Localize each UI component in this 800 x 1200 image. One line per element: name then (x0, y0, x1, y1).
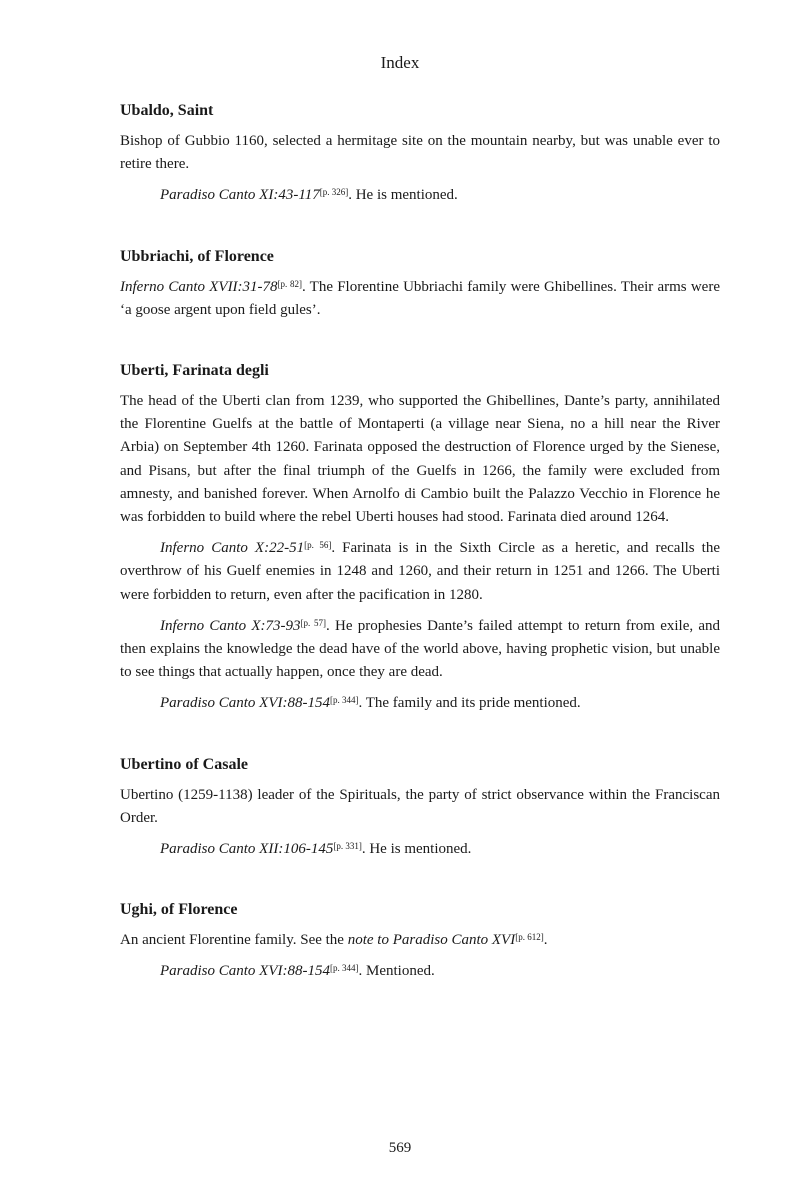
page-reference[interactable]: [p. 56] (304, 540, 332, 551)
body-text: Bishop of Gubbio 1160, selected a hermitage site on the mountain nearby, but was unable ever to retire there. (120, 133, 720, 173)
index-entry (120, 360, 720, 716)
entry-title: Ughi, of Florence (120, 901, 238, 919)
body-text: Ubertino (1259-1138) leader of the Spirituals, the party of strict observance within the Franciscan Order. (120, 786, 720, 826)
body-text: . (543, 932, 548, 949)
canto-citation-link[interactable]: Inferno Canto X:73-93 (160, 617, 301, 634)
entry-description (120, 390, 720, 529)
entry-title: Ubaldo, Saint (120, 102, 214, 119)
canto-reference-paragraph (120, 184, 720, 207)
body-text: . He prophesies Dante’s failed attempt to return from exile, and then explains the knowledge the dead have of the world above, having prophetic vision, but unable to see things that actually happen, once they are dead. (120, 617, 721, 681)
entry-title: Ubertino of Casale (120, 755, 248, 773)
body-text: . He is mentioned. (348, 187, 458, 204)
canto-reference-paragraph (120, 615, 720, 685)
body-text: . Farinata is in the Sixth Circle as a heretic, and recalls the overthrow of his Guelf enemies in 1248 and 1260, and their return in 1251 and 1266. The Uberti were forbidden to return, even after the pacification in 1280. (120, 540, 720, 603)
index-entries (120, 100, 720, 1022)
page-reference[interactable]: [p. 57] (300, 617, 326, 628)
entry-title: Ubbriachi, of Florence (120, 247, 274, 265)
index-entry (120, 899, 720, 983)
body-text: . Mentioned. (358, 963, 435, 980)
entry-description (120, 130, 720, 176)
canto-reference-paragraph (120, 537, 720, 607)
entry-description (120, 276, 720, 322)
canto-citation-link[interactable]: note to Paradiso Canto XVI (347, 932, 516, 949)
page-reference[interactable]: [p. 344] (330, 963, 359, 974)
entry-description (120, 784, 720, 830)
body-text: . The family and its pride mentioned. (358, 695, 581, 712)
body-text: . He is mentioned. (361, 841, 472, 858)
page-number: 569 (388, 1140, 412, 1156)
canto-reference-paragraph (120, 838, 720, 861)
index-entry (120, 100, 720, 208)
canto-citation-link[interactable]: Inferno Canto XVII:31-78 (120, 278, 278, 295)
canto-citation-link[interactable]: Paradiso Canto XVI:88-154 (160, 695, 330, 712)
index-entry (120, 754, 720, 862)
canto-reference-paragraph (120, 960, 720, 983)
entry-description (120, 929, 720, 952)
body-text: . The Florentine Ubbriachi family were Ghibellines. Their arms were ‘a goose argent upon field gules’. (120, 278, 720, 318)
canto-citation-link[interactable]: Inferno Canto X:22-51 (160, 540, 305, 557)
page-reference[interactable]: [p. 331] (333, 841, 362, 852)
page-reference[interactable]: [p. 612] (515, 932, 544, 943)
canto-citation-link[interactable]: Paradiso Canto XII:106-145 (160, 841, 334, 858)
index-entry (120, 246, 720, 322)
page-reference[interactable]: [p. 82] (277, 278, 302, 289)
running-head: Index (380, 53, 420, 72)
page-reference[interactable]: [p. 344] (330, 695, 359, 706)
canto-reference-paragraph (120, 692, 720, 715)
page-reference[interactable]: [p. 326] (319, 187, 349, 198)
canto-citation-link[interactable]: Paradiso Canto XVI:88-154 (160, 963, 330, 980)
body-text: An ancient Florentine family. See the (120, 932, 348, 949)
canto-citation-link[interactable]: Paradiso Canto XI:43-117 (160, 187, 320, 204)
body-text: The head of the Uberti clan from 1239, who supported the Ghibellines, Dante’s party, annihilated the Florentine Guelfs at the battle of Montaperti (a village near Siena, no a hill near the River Arbia) on September 4th 1260. Farinata opposed the destruction of Florence urged by the Sienese, and Pisans, but after the final triumph of the Guelfs in 1266, the family were excluded from amnesty, and banished forever. When Arnolfo di Cambio built the Palazzo Vecchio in Florence he was forbidden to build where the rebel Uberti houses had stood. Farinata died around 1264. (120, 393, 720, 526)
entry-title: Uberti, Farinata degli (120, 362, 269, 380)
